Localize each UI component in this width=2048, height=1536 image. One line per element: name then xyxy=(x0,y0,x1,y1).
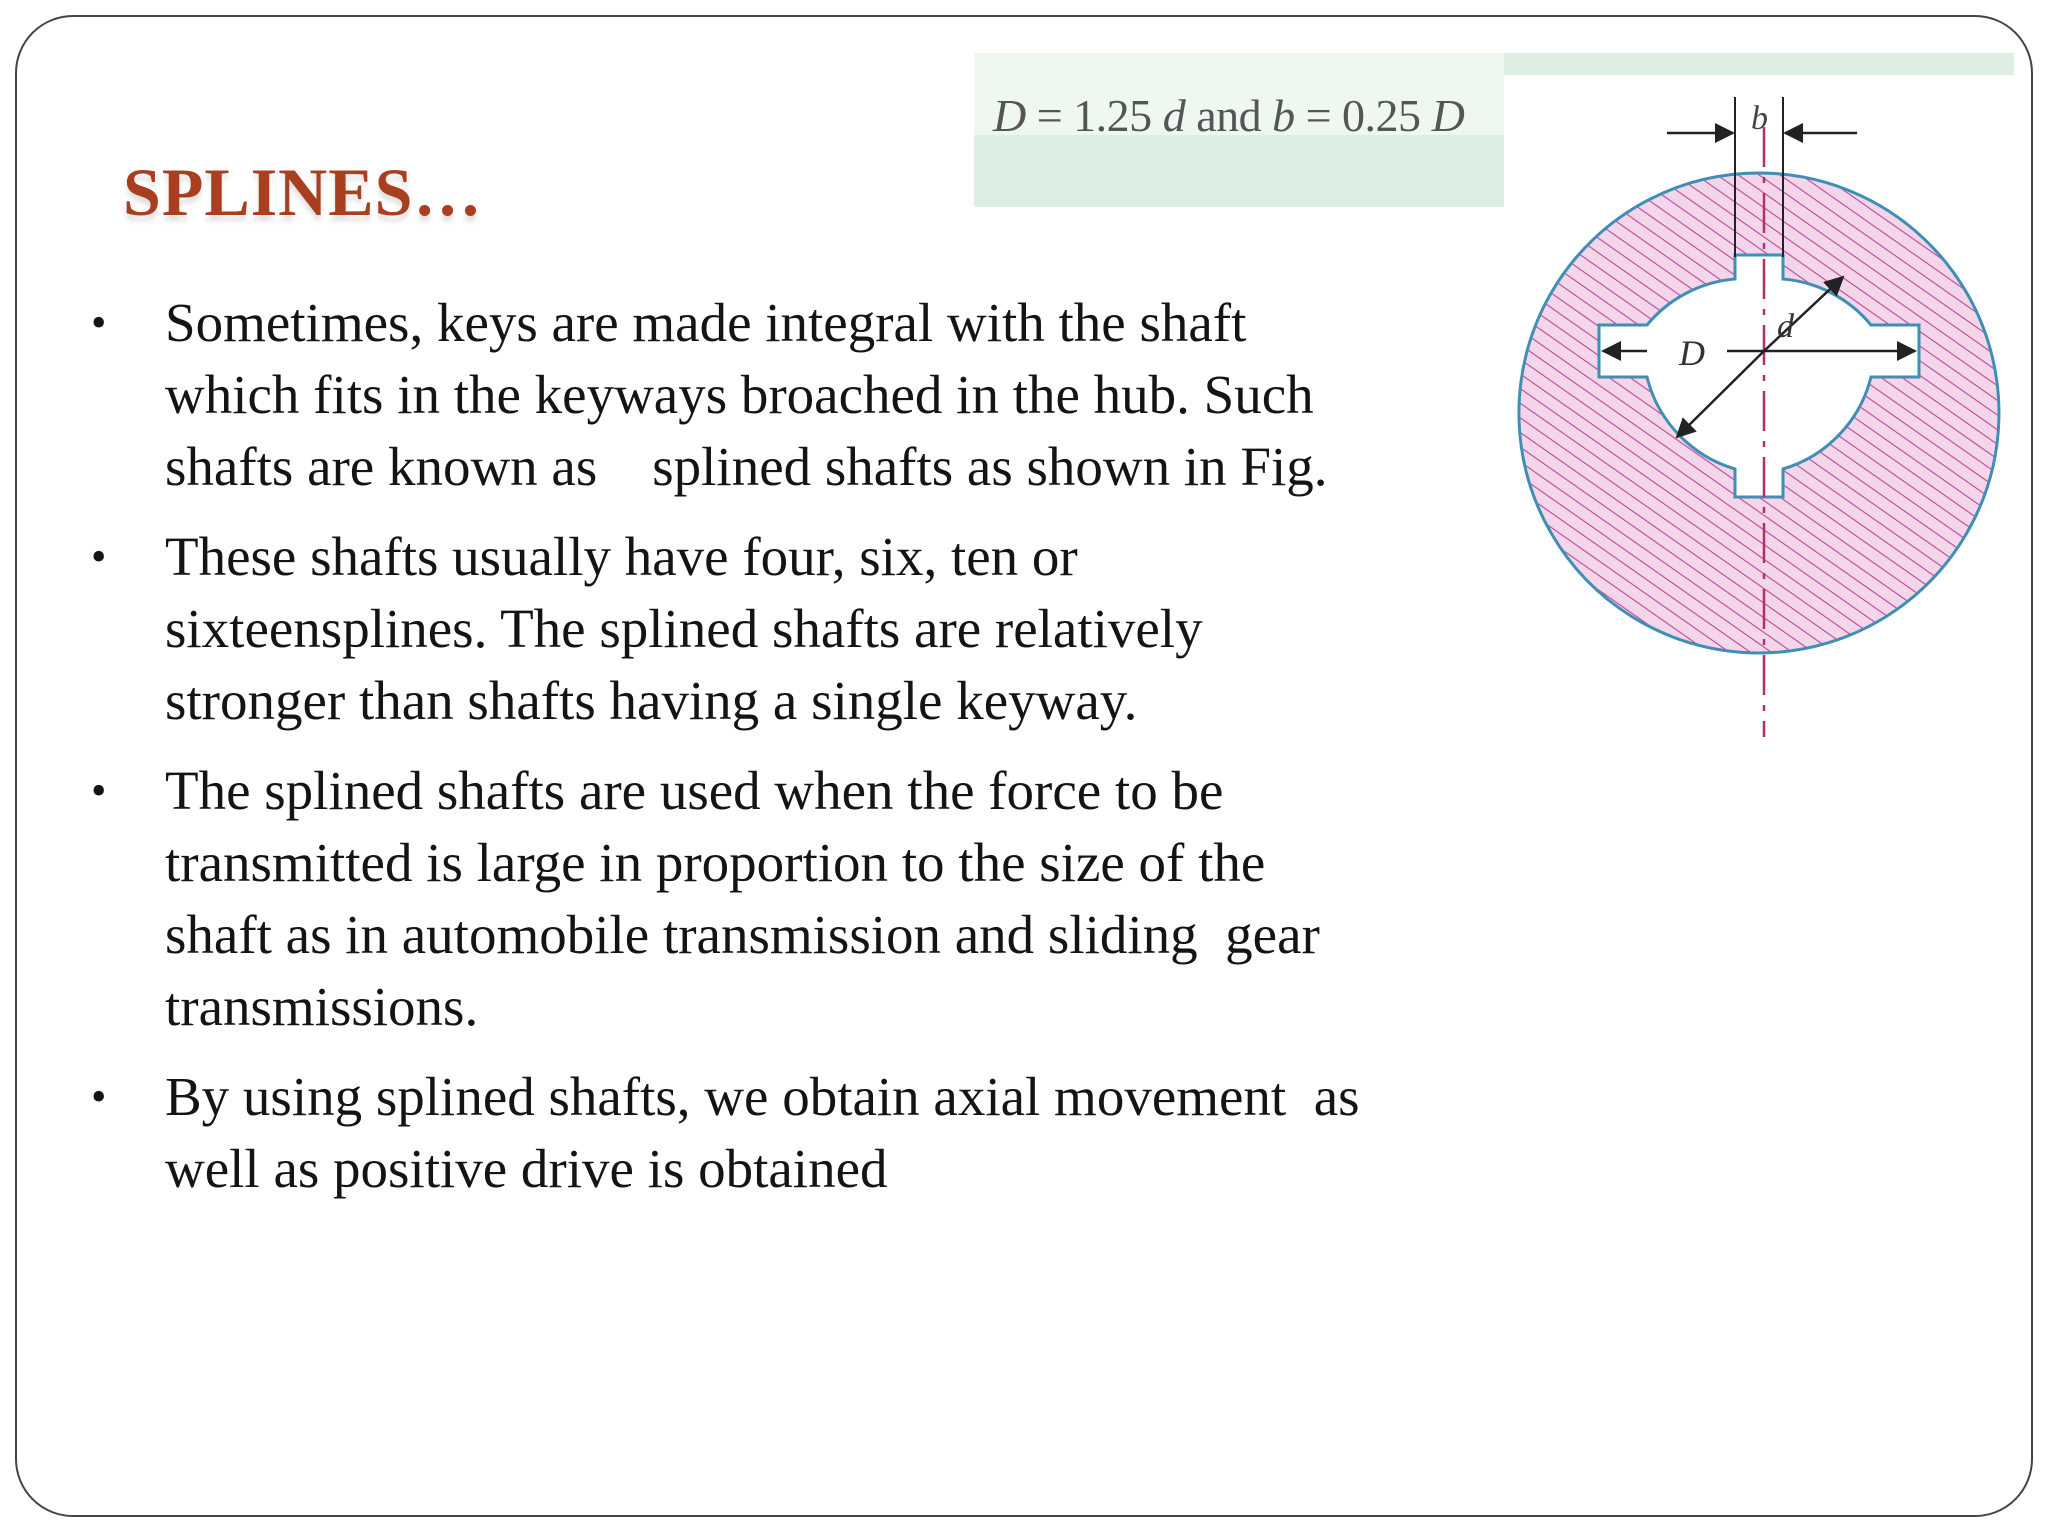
bullet-list xyxy=(87,287,1507,1223)
formula-D: D xyxy=(993,90,1026,141)
label-b: b xyxy=(1751,100,1768,137)
bullet-marker: • xyxy=(91,1072,107,1121)
bullet-line: shaft as in automobile transmission and sliding gear xyxy=(165,904,1320,965)
formula-and: and xyxy=(1185,90,1273,141)
bullet-line: sixteensplines. The splined shafts are relatively xyxy=(165,598,1203,659)
formula-d: d xyxy=(1162,90,1186,141)
bullet-marker: • xyxy=(91,532,107,581)
bullet-line: The splined shafts are used when the force to be xyxy=(165,760,1224,821)
bullet-line: transmissions. xyxy=(165,976,479,1037)
bullet-line: These shafts usually have four, six, ten or xyxy=(165,526,1078,587)
formula-b: b xyxy=(1272,90,1295,141)
formula xyxy=(993,89,1464,142)
d-arrow-up xyxy=(1764,277,1843,351)
bullet-item xyxy=(87,1061,1507,1205)
bullet-item xyxy=(87,755,1507,1043)
label-d: d xyxy=(1777,308,1794,345)
bullet-line: stronger than shafts having a single keyway. xyxy=(165,670,1138,731)
spline-diagram xyxy=(1507,87,2027,747)
bullet-item xyxy=(87,287,1507,503)
bullet-line: transmitted is large in proportion to the size of the xyxy=(165,832,1266,893)
bullet-marker: • xyxy=(91,298,107,347)
bullet-marker: • xyxy=(91,766,107,815)
label-D: D xyxy=(1679,333,1705,373)
bullet-line: well as positive drive is obtained xyxy=(165,1138,888,1199)
bullet-line: By using splined shafts, we obtain axial movement as xyxy=(165,1066,1360,1127)
slide-title: SPLINES… xyxy=(123,154,483,230)
bullet-line: Sometimes, keys are made integral with the shaft xyxy=(165,292,1247,353)
formula-band-bottom xyxy=(974,135,1504,207)
slide xyxy=(15,15,2033,1517)
formula-D2: D xyxy=(1431,90,1465,141)
formula-eq2: = 0.25 xyxy=(1294,90,1432,141)
bullet-line: which fits in the keyways broached in the hub. Such xyxy=(165,364,1314,425)
bullet-line: shafts are known as splined shafts as shown in Fig. xyxy=(165,436,1328,497)
bullet-item xyxy=(87,521,1507,737)
hub-section xyxy=(1519,173,1999,653)
formula-eq1: = 1.25 xyxy=(1025,90,1163,141)
